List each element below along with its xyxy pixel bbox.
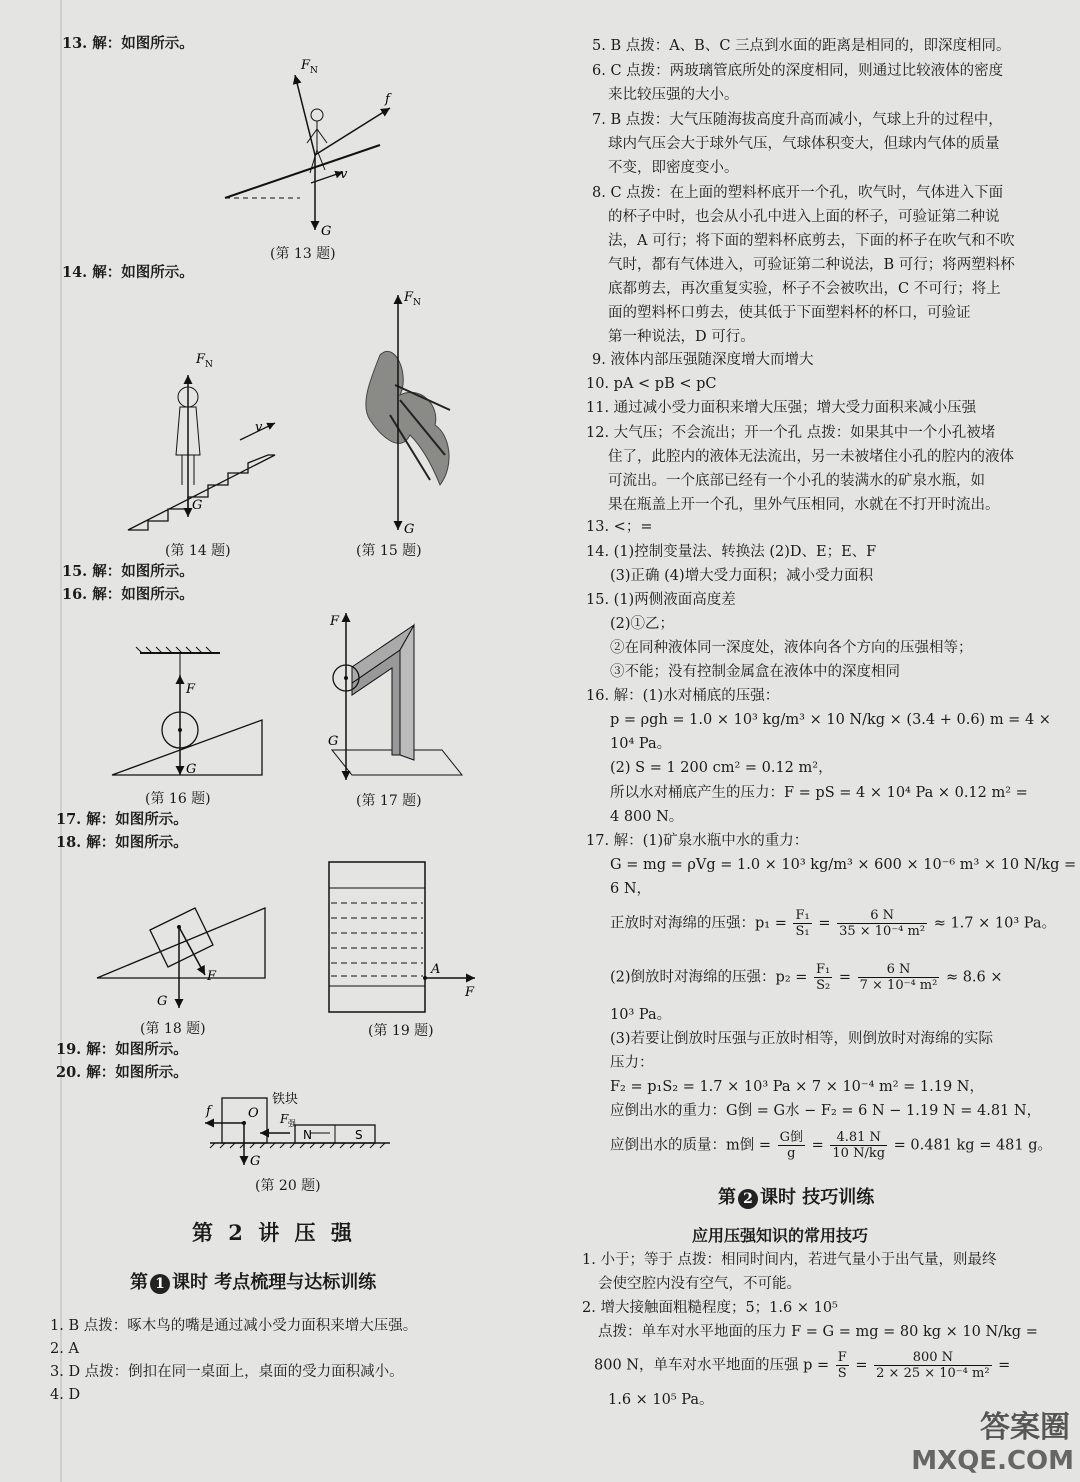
- caption-16: (第 16 题): [145, 791, 211, 807]
- svg-text:O: O: [248, 1106, 259, 1121]
- answer-r17-mass: 应倒出水的质量：m倒 = $\frac{\text{G倒}}{g}$ = $\frac{4.81 N}{10 N/kg}$ = 0.481 kg = 481 g。: [610, 1130, 1053, 1161]
- figure-15: [340, 285, 470, 540]
- answer-r17-line9: F₂ = p₁S₂ = 1.7 × 10³ Pa × 7 × 10⁻⁴ m² = 1.19 N，: [610, 1079, 984, 1095]
- svg-text:F: F: [280, 1112, 289, 1126]
- answer-r14-line2: (3)正确 (4)增大受力面积；减小受力面积: [610, 568, 874, 584]
- figure-17: [322, 605, 472, 785]
- answer-4: 4. D: [50, 1387, 81, 1403]
- answer-r7-line3: 不变，即密度变小。: [608, 160, 739, 176]
- answer-r9: 9. 液体内部压强随深度增大而增大: [592, 352, 814, 368]
- lesson1-title: 第 1 课时 考点梳理与达标训练: [130, 1272, 377, 1293]
- answer-r15-line1: 15. (1)两侧液面高度差: [586, 592, 736, 608]
- label-v: v: [340, 167, 348, 182]
- svg-text:A: A: [431, 962, 441, 977]
- figure-20: [200, 1085, 395, 1170]
- lesson2-title: 第 2 课时 技巧训练: [718, 1187, 875, 1208]
- answer-r8-line6: 面的塑料杯口剪去，使其低于下面塑料杯的杯口，可验证: [608, 305, 971, 321]
- label-g: G: [321, 224, 332, 239]
- caption-15: (第 15 题): [356, 543, 422, 559]
- skill-answer-1-line1: 1. 小于；等于 点拨：相同时间内，若进气量小于出气量，则最终: [582, 1252, 997, 1268]
- answer-r8-line3: 法，A 可行；将下面的塑料杯底剪去，下面的杯子在吹气和不吹: [608, 233, 1015, 249]
- skill-answer-2-line4: 1.6 × 10⁵ Pa。: [608, 1392, 714, 1408]
- answer-r6-line1: 6. C 点拨：两玻璃管底所处的深度相同，则通过比较液体的密度: [592, 63, 1004, 79]
- q13-heading: 13. 解：如图所示。: [62, 35, 194, 52]
- svg-text:G: G: [157, 994, 168, 1009]
- svg-text:G: G: [250, 1154, 261, 1169]
- answer-r16-line3: 10⁴ Pa。: [610, 736, 672, 752]
- q14-heading: 14. 解：如图所示。: [62, 264, 194, 281]
- answer-r16-line5: 所以水对桶底产生的压力：F = pS = 4 × 10⁴ Pa × 0.12 m² =: [610, 785, 1028, 801]
- watermark-url: MXQE.COM: [911, 1446, 1074, 1476]
- answer-r7-line2: 球内气压会大于球外气压，气球体积变大，但球内气体的质量: [608, 136, 1000, 152]
- skill-answer-2-pressure: 800 N，单车对水平地面的压强 p = $\frac{F}{S}$ = $\frac{800 N}{\text{2 × 25 × 10⁻⁴ m²}}$ =: [594, 1350, 1011, 1381]
- answer-r17-pressure-inverted: (2)倒放时对海绵的压强：p₂ = $\frac{\text{F₁}}{\text{S₂}}$ = $\frac{6 N}{\text{7 × 10⁻⁴ m²}}$ ≈ 8.6 ×: [610, 962, 1003, 993]
- label-iron-block: 铁块: [272, 1092, 299, 1107]
- answer-r17-pressure-upright: 正放时对海绵的压强：p₁ = $\frac{\text{F₁}}{\text{S₁}}$ = $\frac{6 N}{\text{35 × 10⁻⁴ m²}}$ ≈ 1.7 × 10³ Pa。: [610, 908, 1056, 939]
- skill-title: 应用压强知识的常用技巧: [692, 1226, 869, 1245]
- svg-text:f: f: [206, 1104, 211, 1119]
- skill-answer-2-line2: 点拨：单车对水平地面的压力 F = G = mg = 80 kg × 10 N/kg =: [598, 1324, 1038, 1340]
- svg-text:G: G: [192, 498, 203, 513]
- skill-answer-2-line1: 2. 增大接触面粗糙程度；5；1.6 × 10⁵: [582, 1300, 838, 1316]
- svg-text:G: G: [404, 522, 415, 537]
- caption-13: (第 13 题): [270, 246, 336, 262]
- figure-16: [110, 645, 270, 780]
- answer-1: 1. B 点拨：啄木鸟的嘴是通过减小受力面积来增大压强。: [50, 1318, 418, 1334]
- label-fn: F: [301, 58, 311, 73]
- svg-text:G: G: [186, 762, 197, 777]
- svg-text:v: v: [255, 420, 263, 435]
- answer-r17-line1: 17. 解：(1)矿泉水瓶中水的重力：: [586, 833, 809, 849]
- svg-text:F: F: [404, 290, 414, 305]
- answer-r8-line5: 底都剪去，再次重复实验，杯子不会被吹出，C 不可行；将上: [608, 281, 1001, 297]
- svg-text:F: F: [465, 985, 475, 1000]
- answer-r13: 13. <；=: [586, 519, 653, 535]
- answer-r17-line6: 10³ Pa。: [610, 1007, 672, 1023]
- answer-r12-line1: 12. 大气压；不会流出；开一个孔 点拨：如果其中一个小孔被堵: [586, 425, 996, 441]
- answer-r16-line6: 4 800 N。: [610, 809, 684, 825]
- q16-heading: 16. 解：如图所示。: [62, 586, 194, 603]
- answer-r16-line4: (2) S = 1 200 cm² = 0.12 m²，: [610, 760, 833, 776]
- answer-r10: 10. pA < pB < pC: [586, 376, 717, 392]
- answer-r17-line8: 压力：: [610, 1055, 654, 1071]
- answer-r17-line3: 6 N，: [610, 881, 652, 897]
- q20-heading: 20. 解：如图所示。: [56, 1064, 188, 1081]
- figure-13: [215, 55, 405, 240]
- label-f: f: [385, 92, 390, 107]
- answer-2: 2. A: [50, 1341, 79, 1357]
- figure-19: [325, 858, 485, 1018]
- svg-text:F: F: [207, 969, 217, 984]
- svg-text:N: N: [303, 1128, 312, 1142]
- skill-answer-1-line2: 会使空腔内没有空气，不可能。: [598, 1276, 801, 1292]
- svg-text:F: F: [330, 614, 340, 629]
- caption-20: (第 20 题): [255, 1178, 321, 1194]
- q17-heading: 17. 解：如图所示。: [56, 811, 188, 828]
- caption-19: (第 19 题): [368, 1023, 434, 1039]
- svg-text:S: S: [355, 1128, 363, 1142]
- answer-r15-line4: ③不能；没有控制金属盒在液体中的深度相同: [610, 664, 900, 680]
- answer-r15-line2: (2)①乙；: [610, 616, 675, 632]
- caption-14: (第 14 题): [165, 543, 231, 559]
- svg-text:N: N: [310, 66, 318, 76]
- answer-r8-line1: 8. C 点拨：在上面的塑料杯底开一个孔，吹气时，气体进入下面: [592, 185, 1004, 201]
- answer-r5: 5. B 点拨：A、B、C 三点到水面的距离是相同的，即深度相同。: [592, 38, 1011, 54]
- answer-r11: 11. 通过减小受力面积来增大压强；增大受力面积来减小压强: [586, 400, 977, 416]
- caption-18: (第 18 题): [140, 1021, 206, 1037]
- q15-heading: 15. 解：如图所示。: [62, 563, 194, 580]
- answer-r6-line2: 来比较压强的大小。: [608, 87, 739, 103]
- q18-heading: 18. 解：如图所示。: [56, 834, 188, 851]
- answer-r12-line4: 果在瓶盖上开一个孔，里外气压相同，水就在不打开时流出。: [608, 497, 1000, 513]
- answer-r8-line2: 的杯子中时，也会从小孔中进入上面的杯子，可验证第二种说: [608, 209, 1000, 225]
- figure-18: [95, 890, 270, 1015]
- lecture-title: 第 2 讲 压 强: [192, 1220, 356, 1245]
- page-binding-shadow: [60, 0, 62, 1482]
- answer-r17-line10: 应倒出水的重力：G倒 = G水 − F₂ = 6 N − 1.19 N = 4.81 N，: [610, 1103, 1042, 1119]
- answer-r7-line1: 7. B 点拨：大气压随海拔高度升高而减小，气球上升的过程中，: [592, 112, 1003, 128]
- answer-r14-line1: 14. (1)控制变量法、转换法 (2)D、E；E、F: [586, 544, 877, 560]
- watermark-logo: 答案圈: [980, 1410, 1070, 1445]
- answer-r16-line1: 16. 解：(1)水对桶底的压强：: [586, 688, 780, 704]
- caption-17: (第 17 题): [356, 793, 422, 809]
- svg-text:N: N: [205, 360, 213, 370]
- answer-r17-line7: (3)若要让倒放时压强与正放时相等，则倒放时对海绵的实际: [610, 1031, 994, 1047]
- answer-r12-line3: 可流出。一个底部已经有一个小孔的装满水的矿泉水瓶，如: [608, 473, 985, 489]
- answer-r12-line2: 住了，此腔内的液体无法流出，另一未被堵住小孔的腔内的液体: [608, 449, 1014, 465]
- q19-heading: 19. 解：如图所示。: [56, 1041, 188, 1058]
- answer-r17-line2: G = mg = ρVg = 1.0 × 10³ kg/m³ × 600 × 10⁻⁶ m³ × 10 N/kg =: [610, 857, 1077, 873]
- svg-text:F: F: [196, 352, 206, 367]
- answer-r8-line4: 气时，都有气体进入，可验证第二种说法，B 可行；将两塑料杯: [608, 257, 1015, 273]
- answer-3: 3. D 点拨：倒扣在同一桌面上，桌面的受力面积减小。: [50, 1364, 404, 1380]
- svg-text:N: N: [413, 298, 421, 308]
- svg-text:G: G: [328, 734, 339, 749]
- answer-r8-line7: 第一种说法，D 可行。: [608, 329, 755, 345]
- svg-text:强: 强: [288, 1119, 296, 1128]
- svg-text:F: F: [186, 682, 196, 697]
- answer-r15-line3: ②在同种液体同一深度处，液体向各个方向的压强相等；: [610, 640, 973, 656]
- figure-14: [120, 345, 290, 535]
- answer-r16-line2: p = ρgh = 1.0 × 10³ kg/m³ × 10 N/kg × (3.4 + 0.6) m = 4 ×: [610, 712, 1051, 728]
